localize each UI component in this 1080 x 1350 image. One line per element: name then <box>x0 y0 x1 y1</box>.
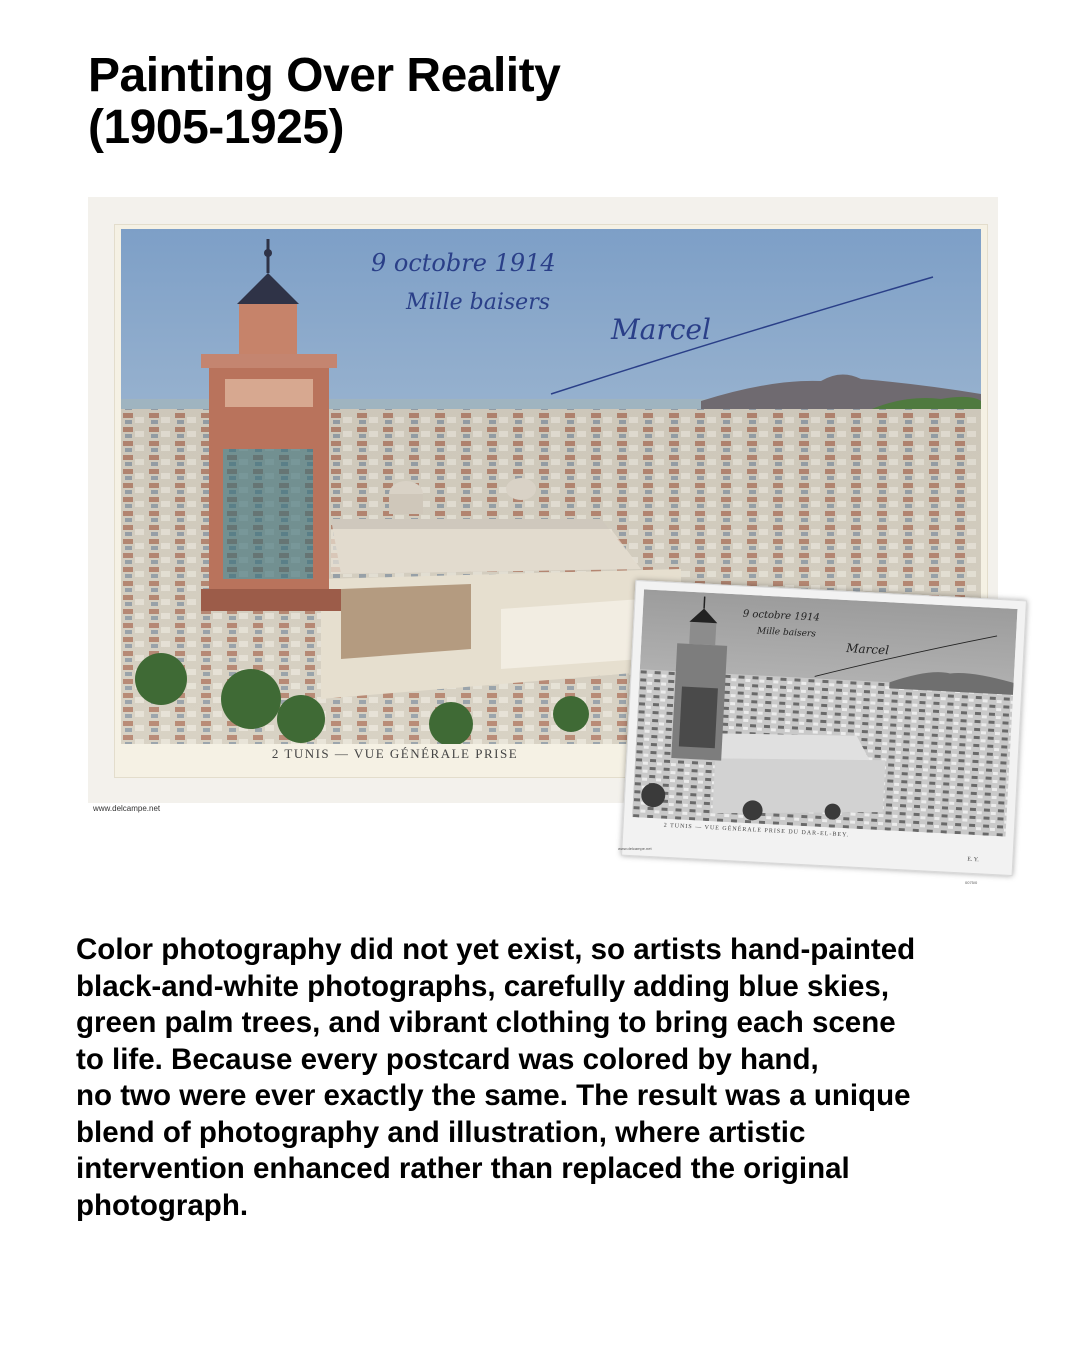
title-line-2: (1905-1925) <box>88 101 345 154</box>
handwriting-signature: Marcel <box>611 313 711 346</box>
body-line: blend of photography and illustration, where artistic <box>76 1115 806 1149</box>
bw-handwriting-date: 9 octobre 1914 <box>742 608 820 624</box>
black-and-white-postcard <box>621 580 1027 876</box>
body-line: to life. Because every postcard was colored by hand, <box>76 1042 819 1076</box>
body-line: green palm trees, and vibrant clothing to bring each scene <box>76 1006 896 1039</box>
page-title <box>88 50 560 154</box>
bw-source-credit: www.delcampe.net <box>618 846 652 851</box>
body-line: black-and-white photographs, carefully adding blue skies, <box>76 969 890 1003</box>
bw-catalog-code: 0075/0 <box>965 880 978 885</box>
source-credit: www.delcampe.net <box>93 804 161 813</box>
bw-handwriting-signature: Marcel <box>845 641 890 658</box>
body-paragraph <box>76 932 1056 1224</box>
tunis-bw-photo <box>632 589 1017 836</box>
body-line: photograph. <box>76 1188 249 1222</box>
title-line-1: Painting Over Reality <box>88 49 561 102</box>
handwriting-date: 9 octobre 1914 <box>371 249 556 277</box>
postcard-caption: 2 TUNIS — VUE GÉNÉRALE PRISE <box>271 746 519 761</box>
body-line: Color photography did not yet exist, so artists hand-painted <box>76 933 916 966</box>
bw-handwriting-message: Mille baisers <box>756 626 817 640</box>
bw-publisher-mark: E. Y. <box>967 856 979 864</box>
body-line: intervention enhanced rather than replaced the original <box>76 1152 850 1185</box>
body-line: no two were ever exactly the same. The result was a unique <box>76 1079 911 1112</box>
handwriting-message: Mille baisers <box>406 290 550 315</box>
bw-postcard-caption: 2 TUNIS — VUE GÉNÉRALE PRISE DU DAR-EL-BEY. <box>663 822 850 839</box>
